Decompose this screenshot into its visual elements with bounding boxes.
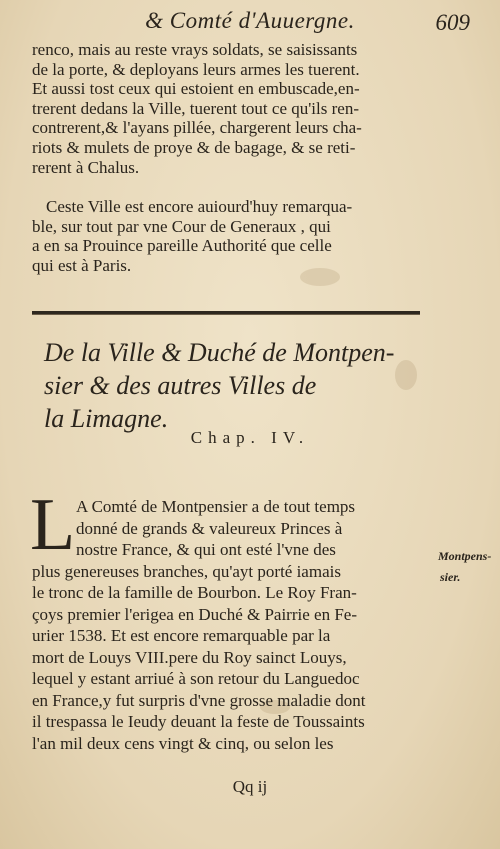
paragraph (32, 197, 424, 275)
paragraph-continuation (32, 40, 424, 177)
text-line: contrerent,& l'ayans pillée, chargerent leurs cha- (32, 118, 362, 138)
drop-cap: L (30, 484, 76, 566)
text-line: lequel y estant arriué à son retour du Languedoc (32, 669, 360, 688)
text-line: a en sa Prouince pareille Authorité que celle (32, 236, 332, 256)
text-line: urier 1538. Et est encore remarquable par la (32, 626, 331, 645)
text-line: Et aussi tost ceux qui estoient en embuscade,en- (32, 79, 360, 99)
text-line: ble, sur tout par vne Cour de Generaux , qui (32, 216, 331, 236)
text-line: il trespassa le Ieudy deuant la feste de Toussaints (32, 712, 365, 731)
margin-note: Montpens- (438, 549, 492, 563)
section-title (44, 336, 424, 435)
section-divider (32, 311, 420, 315)
text-line: nostre France, & qui ont esté l'vne des (76, 540, 336, 559)
margin-note: sier. (440, 570, 461, 584)
text-line: çoys premier l'erigea en Duché & Pairrie en Fe- (32, 604, 357, 624)
text-line: le tronc de la famille de Bourbon. Le Roy Fran- (32, 583, 357, 602)
text-line: l'an mil deux cens vingt & cinq, ou selon les (32, 733, 334, 753)
text-line: donné de grands & valeureux Princes à (76, 518, 343, 538)
page-number: 609 (435, 10, 470, 35)
text-line: plus genereuses branches, qu'ayt porté iamais (32, 561, 341, 581)
text-line: en France,y fut surpris d'vne grosse maladie dont (32, 690, 366, 710)
title-line: sier & des autres Villes de (44, 371, 317, 400)
text-line: Ceste Ville est encore auiourd'huy remarqua- (46, 197, 353, 216)
text-line: de la porte, & deployans leurs armes les tuerent. (32, 59, 360, 79)
text-line: qui est à Paris. (32, 255, 132, 275)
text-line: mort de Louys VIII.pere du Roy sainct Louys, (32, 647, 347, 667)
text-line: riots & mulets de proye & de bagage, & se reti- (32, 137, 356, 157)
text-line: trerent dedans la Ville, tuerent tout ce qu'ils ren- (32, 98, 359, 118)
running-header: & Comté d'Auuergne. (145, 8, 355, 33)
title-line: la Limagne. (44, 404, 169, 433)
chapter-paragraph (32, 496, 442, 754)
text-line: renco, mais au reste vrays soldats, se saisissants (32, 40, 358, 59)
signature-mark: Qq ij (232, 777, 268, 796)
chapter-heading: Chap. IV. (190, 428, 310, 447)
text-line: A Comté de Montpensier a de tout temps (76, 497, 356, 516)
title-line: De la Ville & Duché de Montpen- (44, 338, 395, 367)
text-line: rerent à Chalus. (32, 157, 140, 177)
